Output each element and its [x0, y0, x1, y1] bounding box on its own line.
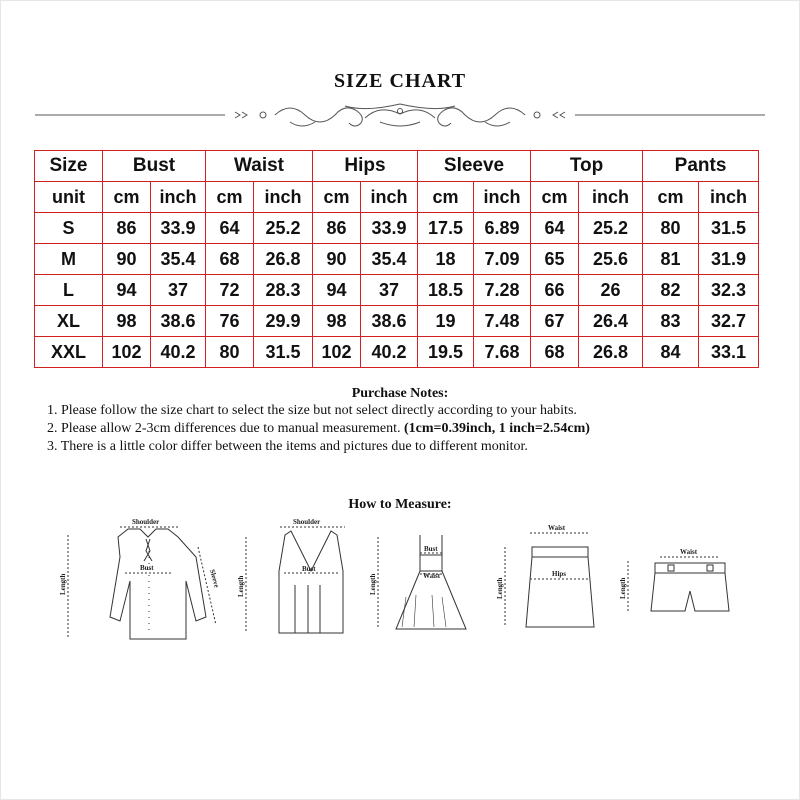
size-value-cell: 81	[643, 244, 699, 275]
shoulder-label: Shoulder	[293, 518, 321, 526]
size-value-cell: 68	[206, 244, 254, 275]
size-value-cell: 31.9	[699, 244, 759, 275]
sleeve-label: Sleeve	[208, 568, 221, 589]
unit-cell: unit	[35, 182, 103, 213]
note-text: 2. Please allow 2-3cm differences due to manual measurement.	[47, 421, 401, 436]
size-value-cell: 7.28	[474, 275, 531, 306]
size-value-cell: 35.4	[361, 244, 418, 275]
dress-diagram	[378, 535, 466, 629]
size-value-cell: 18	[418, 244, 474, 275]
size-value-cell: 65	[531, 244, 579, 275]
bust-label: Bust	[302, 565, 316, 573]
size-value-cell: 33.9	[361, 213, 418, 244]
size-value-cell: 82	[643, 275, 699, 306]
size-value-cell: 38.6	[361, 306, 418, 337]
size-value-cell: 102	[103, 337, 151, 368]
size-value-cell: 98	[313, 306, 361, 337]
size-value-cell: 7.48	[474, 306, 531, 337]
size-value-cell: 19.5	[418, 337, 474, 368]
header-cell: Bust	[103, 151, 206, 182]
unit-cell: cm	[643, 182, 699, 213]
table-row	[35, 337, 759, 368]
size-value-cell: 7.09	[474, 244, 531, 275]
unit-cell: cm	[313, 182, 361, 213]
unit-cell: inch	[254, 182, 313, 213]
shorts-diagram	[628, 557, 729, 613]
blouse-diagram	[68, 527, 216, 639]
bust-label: Bust	[424, 545, 438, 553]
size-value-cell: 6.89	[474, 213, 531, 244]
hips-label: Hips	[552, 570, 567, 578]
size-value-cell: 7.68	[474, 337, 531, 368]
shoulder-label: Shoulder	[132, 518, 160, 526]
unit-cell: cm	[418, 182, 474, 213]
size-value-cell: 94	[313, 275, 361, 306]
size-label-cell: XL	[35, 306, 103, 337]
unit-cell: inch	[579, 182, 643, 213]
size-label-cell: S	[35, 213, 103, 244]
size-value-cell: 19	[418, 306, 474, 337]
size-value-cell: 98	[103, 306, 151, 337]
note-item: 3. There is a little color differ between the items and pictures due to different monitor.	[47, 439, 528, 454]
size-value-cell: 32.3	[699, 275, 759, 306]
waist-label: Waist	[680, 548, 698, 556]
unit-cell: cm	[531, 182, 579, 213]
length-label: Length	[619, 577, 627, 599]
table-row	[35, 213, 759, 244]
size-chart-table	[34, 150, 759, 368]
size-value-cell: 83	[643, 306, 699, 337]
size-value-cell: 29.9	[254, 306, 313, 337]
note-conversion: (1cm=0.39inch, 1 inch=2.54cm)	[404, 421, 590, 436]
how-to-measure-title: How to Measure:	[348, 497, 452, 512]
size-value-cell: 31.5	[699, 213, 759, 244]
skirt-diagram	[505, 533, 594, 627]
size-value-cell: 32.7	[699, 306, 759, 337]
length-label: Length	[369, 573, 377, 595]
size-value-cell: 17.5	[418, 213, 474, 244]
unit-cell: inch	[361, 182, 418, 213]
size-value-cell: 40.2	[361, 337, 418, 368]
size-value-cell: 68	[531, 337, 579, 368]
size-value-cell: 76	[206, 306, 254, 337]
size-value-cell: 26.8	[579, 337, 643, 368]
size-value-cell: 102	[313, 337, 361, 368]
note-item: 1. Please follow the size chart to select the size but not select directly according to your habits.	[47, 403, 577, 418]
size-value-cell: 25.6	[579, 244, 643, 275]
size-value-cell: 26.8	[254, 244, 313, 275]
size-value-cell: 25.2	[254, 213, 313, 244]
table-row	[35, 244, 759, 275]
purchase-notes	[47, 402, 767, 456]
size-value-cell: 37	[151, 275, 206, 306]
size-value-cell: 94	[103, 275, 151, 306]
size-value-cell: 86	[313, 213, 361, 244]
table-units-row	[35, 182, 759, 213]
purchase-notes-title: Purchase Notes:	[351, 386, 449, 401]
size-value-cell: 66	[531, 275, 579, 306]
waist-label: Waist	[423, 572, 441, 580]
size-value-cell: 80	[206, 337, 254, 368]
measurement-diagrams	[40, 515, 760, 645]
header-cell: Size	[35, 151, 103, 182]
bust-label: Bust	[140, 564, 154, 572]
size-value-cell: 33.1	[699, 337, 759, 368]
page-title: SIZE CHART	[333, 70, 467, 92]
length-label: Length	[59, 573, 67, 595]
size-value-cell: 90	[103, 244, 151, 275]
size-value-cell: 25.2	[579, 213, 643, 244]
size-value-cell: 18.5	[418, 275, 474, 306]
size-label-cell: L	[35, 275, 103, 306]
note-item	[47, 420, 767, 438]
size-value-cell: 31.5	[254, 337, 313, 368]
unit-cell: inch	[151, 182, 206, 213]
size-value-cell: 64	[531, 213, 579, 244]
header-cell: Hips	[313, 151, 418, 182]
size-value-cell: 37	[361, 275, 418, 306]
tank-top-diagram	[246, 527, 345, 633]
unit-cell: cm	[103, 182, 151, 213]
size-value-cell: 40.2	[151, 337, 206, 368]
size-value-cell: 84	[643, 337, 699, 368]
size-value-cell: 38.6	[151, 306, 206, 337]
waist-label: Waist	[548, 524, 566, 532]
header-cell: Waist	[206, 151, 313, 182]
size-value-cell: 67	[531, 306, 579, 337]
size-value-cell: 64	[206, 213, 254, 244]
size-value-cell: 28.3	[254, 275, 313, 306]
size-value-cell: 26.4	[579, 306, 643, 337]
header-cell: Top	[531, 151, 643, 182]
size-label-cell: M	[35, 244, 103, 275]
size-value-cell: 72	[206, 275, 254, 306]
unit-cell: inch	[474, 182, 531, 213]
length-label: Length	[237, 575, 245, 597]
length-label: Length	[496, 577, 504, 599]
size-label-cell: XXL	[35, 337, 103, 368]
header-cell: Sleeve	[418, 151, 531, 182]
size-value-cell: 86	[103, 213, 151, 244]
size-value-cell: 90	[313, 244, 361, 275]
unit-cell: cm	[206, 182, 254, 213]
table-header-row	[35, 151, 759, 182]
title-ornament	[35, 98, 765, 132]
header-cell: Pants	[643, 151, 759, 182]
table-row	[35, 275, 759, 306]
size-value-cell: 80	[643, 213, 699, 244]
size-value-cell: 33.9	[151, 213, 206, 244]
size-value-cell: 26	[579, 275, 643, 306]
size-value-cell: 35.4	[151, 244, 206, 275]
table-row	[35, 306, 759, 337]
unit-cell: inch	[699, 182, 759, 213]
